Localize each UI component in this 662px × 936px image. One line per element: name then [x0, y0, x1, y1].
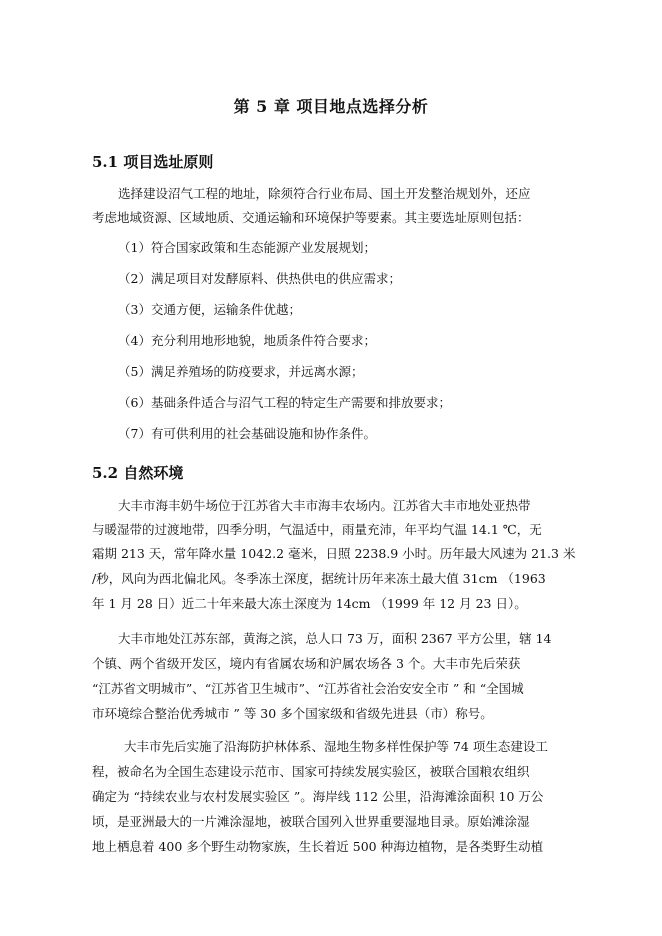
chapter-title: 第 5 章 项目地点选择分析 — [233, 97, 429, 116]
paragraph-line: 大丰市先后实施了沿海防护林体系、湿地生物多样性保护等 74 项生态建设工 — [124, 739, 548, 754]
paragraph-line: 地上栖息着 400 多个野生动物家族，生长着近 500 种海边植物，是各类野生动植 — [92, 839, 544, 854]
list-item: （5）满足养殖场的防疫要求，并远离水源； — [118, 364, 364, 379]
section-heading-5-2: 5.2 自然环境 — [92, 464, 184, 482]
intro-line: 选择建设沼气工程的地址，除须符合行业布局、国土开发整治规划外，还应 — [118, 186, 531, 201]
paragraph-line: /秒，风向为西北偏北风。冬季冻土深度，据统计历年来冻土最大值 31cm （1963 — [92, 571, 546, 586]
list-item: （1）符合国家政策和生态能源产业发展规划； — [118, 240, 376, 255]
paragraph-line: 与暖湿带的过渡地带，四季分明，气温适中，雨量充沛，年平均气温 14.1 ℃，无 — [92, 522, 542, 537]
paragraph-line: 个镇、两个省级开发区，境内有省属农场和沪属农场各 3 个。大丰市先后荣获 — [92, 656, 521, 671]
list-item: （4）充分利用地形地貌，地质条件符合要求； — [118, 333, 376, 348]
paragraph-line: 程，被命名为全国生态建设示范市、国家可持续发展实验区，被联合国粮农组织 — [92, 764, 530, 779]
list-item: （7）有可供利用的社会基础设施和协作条件。 — [118, 426, 376, 441]
paragraph-line: 大丰市地处江苏东部，黄海之滨，总人口 73 万，面积 2367 平方公里，辖 14 — [118, 631, 552, 646]
paragraph-line: 顷，是亚洲最大的一片滩涂湿地，被联合国列入世界重要湿地目录。原始滩涂湿 — [92, 814, 530, 829]
paragraph-line: 市环境综合整治优秀城市 ” 等 30 多个国家级和省级先进县（市）称号。 — [92, 706, 493, 721]
intro-line: 考虑地域资源、区域地质、交通运输和环境保护等要素。其主要选址原则包括： — [92, 210, 530, 225]
paragraph-line: 确定为 “持续农业与农村发展实验区 ”。海岸线 112 公里，沿海滩涂面积 10 万公 — [92, 789, 544, 804]
paragraph-line: 年 1 月 28 日）近二十年来最大冻土深度为 14cm （1999 年 12 月 23 日）。 — [92, 596, 527, 611]
section-heading-5-1: 5.1 项目选址原则 — [92, 153, 214, 171]
list-item: （6）基础条件适合与沼气工程的特定生产需要和排放要求； — [118, 395, 451, 410]
paragraph-line: 大丰市海丰奶牛场位于江苏省大丰市海丰农场内。江苏省大丰市地处亚热带 — [118, 498, 531, 513]
paragraph-line: “江苏省文明城市”、“江苏省卫生城市”、“江苏省社会治安安全市 ” 和 “全国城 — [92, 681, 524, 696]
list-item: （2）满足项目对发酵原料、供热供电的供应需求； — [118, 271, 401, 286]
paragraph-line: 霜期 213 天，常年降水量 1042.2 毫米，日照 2238.9 小时。历年最大风速为 21.3 米 — [92, 546, 576, 561]
list-item: （3）交通方便，运输条件优越； — [118, 302, 301, 317]
